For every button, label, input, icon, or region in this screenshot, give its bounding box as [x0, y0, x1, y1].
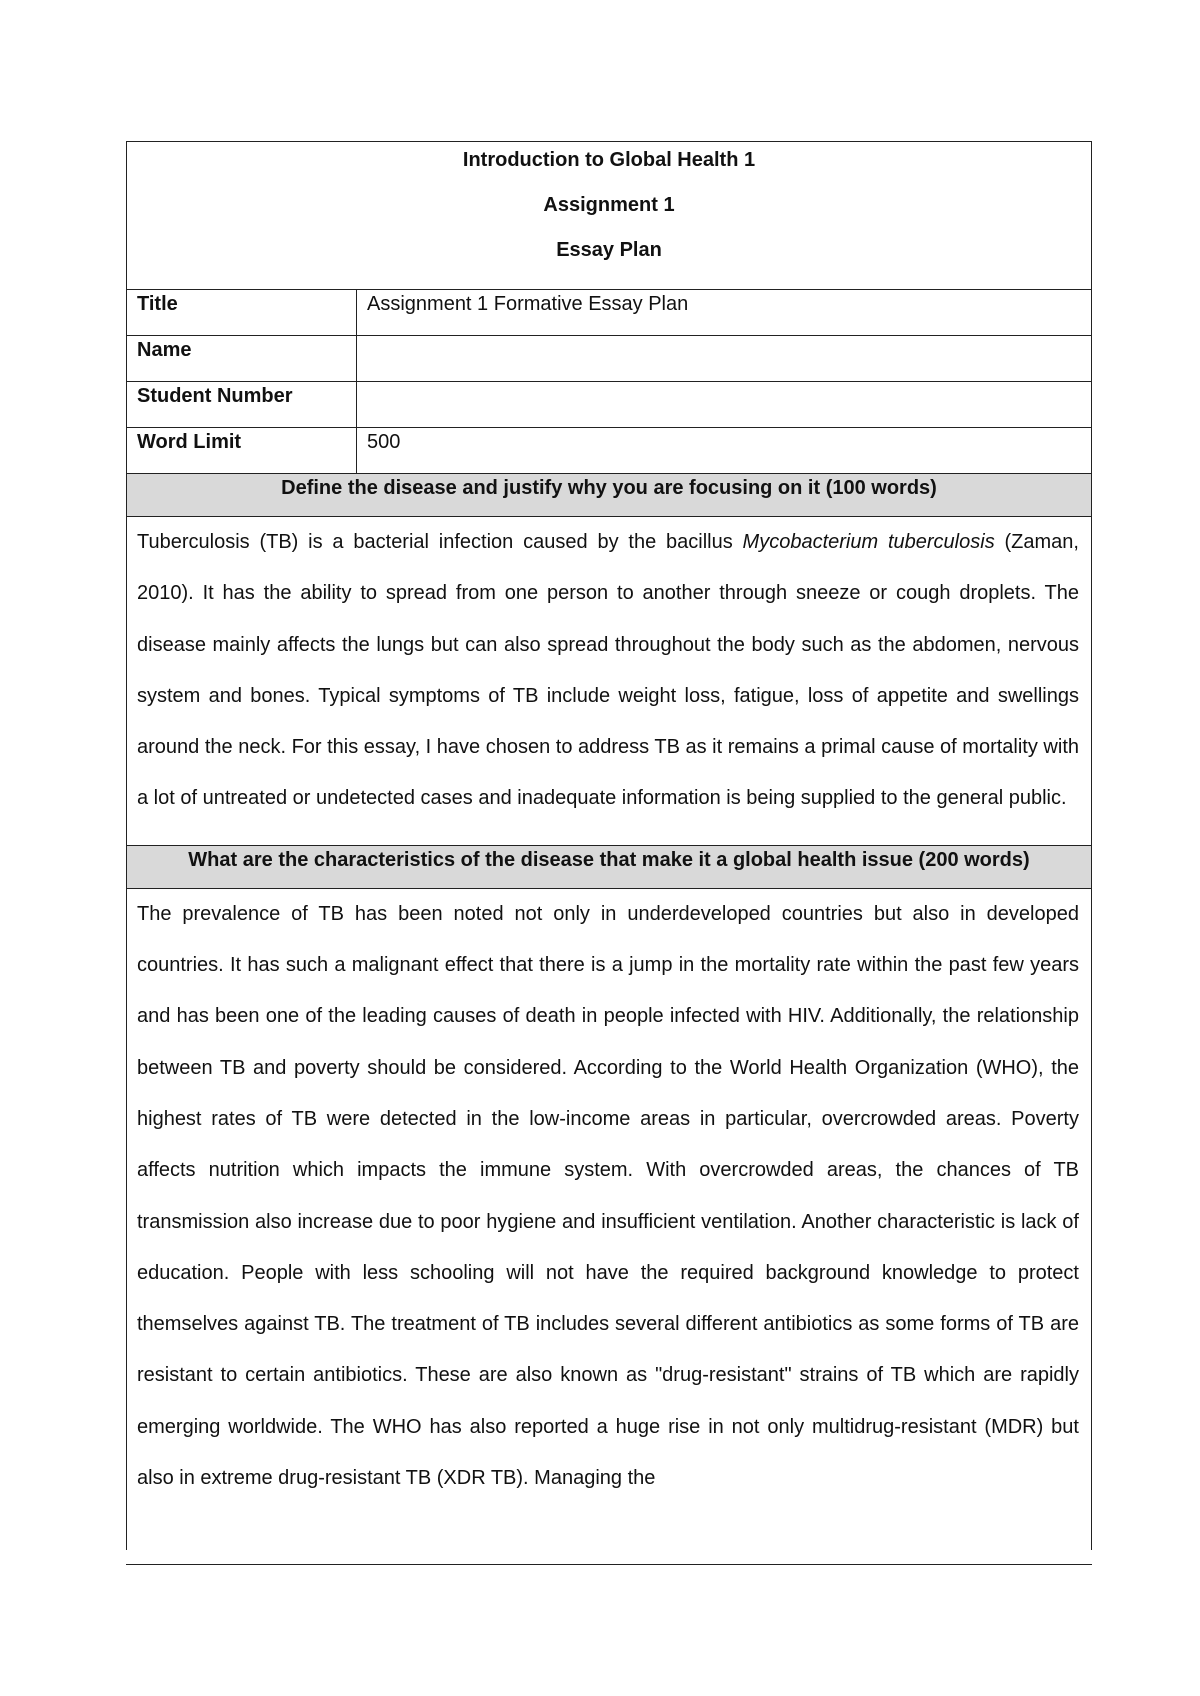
field-row-word-limit — [127, 428, 1091, 474]
field-value: 500 — [367, 431, 401, 453]
section-body-characteristics — [127, 889, 1091, 1550]
paragraph-text: Tuberculosis (TB) is a bacterial infection caused by the bacillus — [137, 531, 743, 553]
plan-title: Essay Plan — [556, 239, 662, 261]
field-label: Title — [127, 290, 357, 335]
paragraph-text: (Zaman, 2010). It has the ability to spread from one person to another through sneeze or cough droplets. The disease mainly affects the lungs but can also spread throughout the body such as the abdomen, nervous system and bones. Typical symptoms of TB include weight loss, fatigue, loss of appetite and swellings around the neck. For this essay, I have chosen to address TB as it remains a primal cause of mortality with a lot of untreated or undetected cases and inadequate information is being supplied to the general public. — [137, 531, 1079, 810]
section-paragraph — [137, 517, 1079, 825]
table-header — [127, 142, 1091, 290]
field-label: Name — [127, 336, 357, 381]
field-label: Word Limit — [127, 428, 357, 473]
field-row-student-number — [127, 382, 1091, 428]
field-value — [357, 382, 1091, 427]
field-row-name — [127, 336, 1091, 382]
table-bottom-edge — [126, 1564, 1092, 1565]
field-value — [357, 336, 1091, 381]
essay-plan-table — [126, 141, 1092, 1550]
assignment-title: Assignment 1 — [543, 194, 675, 216]
course-title: Introduction to Global Health 1 — [462, 149, 756, 171]
field-value: Assignment 1 Formative Essay Plan — [367, 293, 689, 315]
paragraph-italic-text: Mycobacterium tuberculosis — [742, 531, 995, 553]
section-heading-define: Define the disease and justify why you are focusing on it (100 words) — [127, 474, 1091, 517]
section-body-define — [127, 517, 1091, 846]
field-row-title — [127, 290, 1091, 336]
field-label: Student Number — [127, 382, 357, 427]
section-heading-characteristics: What are the characteristics of the disease that make it a global health issue (200 words) — [127, 846, 1091, 889]
section-paragraph: The prevalence of TB has been noted not only in underdeveloped countries but also in developed countries. It has such a malignant effect that there is a jump in the mortality rate within the past few years and has been one of the leading causes of death in people infected with HIV. Additionally, the relationship between TB and poverty should be considered. According to the World Health Organization (WHO), the highest rates of TB were detected in the low-income areas in particular, overcrowded areas. Poverty affects nutrition which impacts the immune system. With overcrowded areas, the chances of TB transmission also increase due to poor hygiene and insufficient ventilation. Another characteristic is lack of education. People with less schooling will not have the required background knowledge to protect themselves against TB. The treatment of TB includes several different antibiotics as some forms of TB are resistant to certain antibiotics. These are also known as "drug-resistant" strains of TB which are rapidly emerging worldwide. The WHO has also reported a huge rise in not only multidrug-resistant (MDR) but also in extreme drug-resistant TB (XDR TB). Managing the — [137, 902, 1079, 1490]
